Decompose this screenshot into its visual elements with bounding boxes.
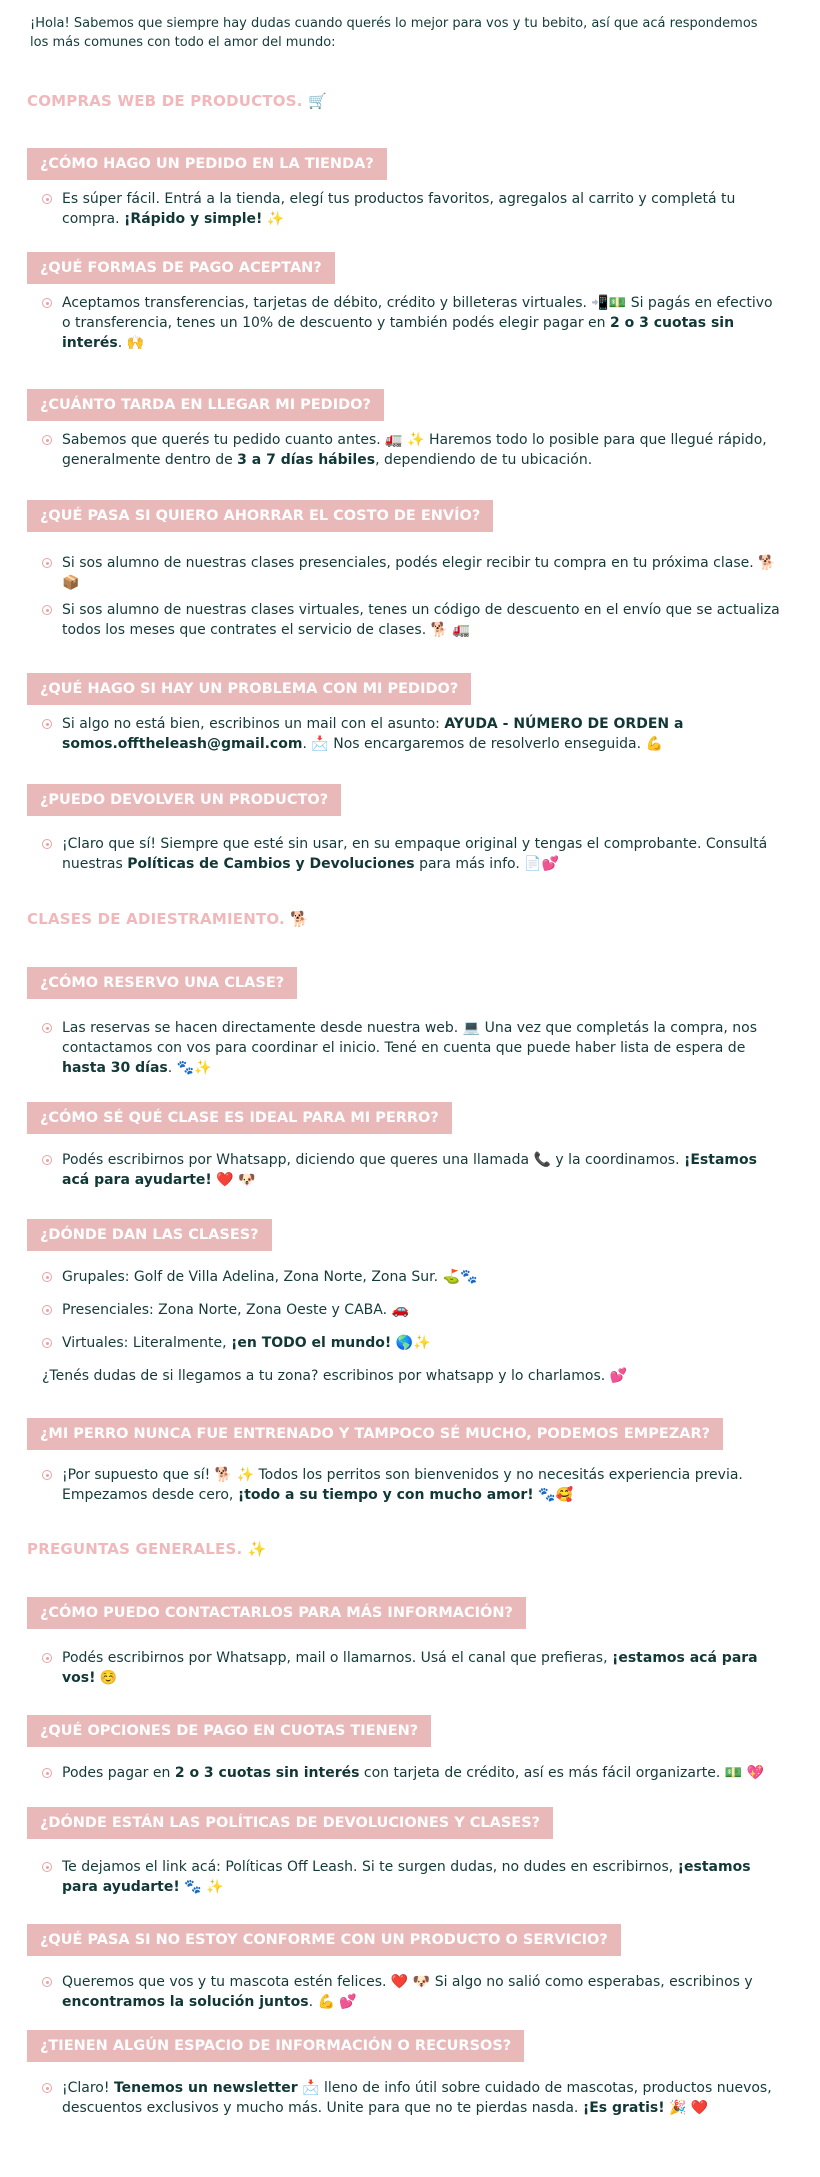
- list-item: ¡Claro! Tenemos un newsletter 📩 lleno de info útil sobre cuidado de mascotas, productos nuevos, descuentos exclusivos y mucho más. Unite para que no te pierdas nasda. ¡Es gratis! 🎉 ❤️: [42, 2078, 782, 2118]
- question-politicas: ¿DÓNDE ESTÁN LAS POLÍTICAS DE DEVOLUCIONES Y CLASES?: [27, 1807, 553, 1839]
- list-item: Te dejamos el link acá: Políticas Off Leash. Si te surgen dudas, no dudes en escribirnos, ¡estamos para ayudarte! 🐾 ✨: [42, 1857, 782, 1897]
- question-reservo-clase: ¿CÓMO RESERVO UNA CLASE?: [27, 967, 297, 999]
- question-perro-nunca-entrenado: ¿MI PERRO NUNCA FUE ENTRENADO Y TAMPOCO SÉ MUCHO, PODEMOS EMPEZAR?: [27, 1418, 723, 1450]
- list-item: ¡Claro que sí! Siempre que esté sin usar, en su empaque original y tengas el comprobante. Consultá nuestras Políticas de Cambios y Devoluciones para más info. 📄💕: [42, 834, 782, 874]
- list-item: Si sos alumno de nuestras clases virtuales, tenes un código de descuento en el envío que se actualiza todos los meses que contrates el servicio de clases. 🐕 🚛: [42, 600, 782, 640]
- answer-perro-nunca-entrenado: [42, 1465, 782, 1505]
- list-item: Podés escribirnos por Whatsapp, mail o llamarnos. Usá el canal que prefieras, ¡estamos acá para vos! ☺️: [42, 1648, 782, 1688]
- list-item: Aceptamos transferencias, tarjetas de débito, crédito y billeteras virtuales. 📲💵 Si pagás en efectivo o transferencia, tenes un 10% de descuento y también podés elegir pagar en 2 o 3 cuotas sin interés. 🙌: [42, 293, 782, 353]
- answer-politicas: [42, 1857, 782, 1897]
- zona-note: ¿Tenés dudas de si llegamos a tu zona? escribinos por whatsapp y lo charlamos. 💕: [42, 1368, 628, 1384]
- list-item: Podes pagar en 2 o 3 cuotas sin interés con tarjeta de crédito, así es más fácil organizarte. 💵 💖: [42, 1763, 782, 1783]
- intro-text: ¡Hola! Sabemos que siempre hay dudas cuando querés lo mejor para vos y tu bebito, así que acá respondemos los más comunes con todo el amor del mundo:: [30, 16, 758, 50]
- list-item: ¡Por supuesto que sí! 🐕 ✨ Todos los perritos son bienvenidos y no necesitás experiencia previa. Empezamos desde cero, ¡todo a su tiempo y con mucho amor! 🐾🥰: [42, 1465, 782, 1505]
- answer-cuanto-tarda: [42, 430, 782, 470]
- question-clase-ideal: ¿CÓMO SÉ QUÉ CLASE ES IDEAL PARA MI PERRO?: [27, 1102, 452, 1134]
- answer-pago-cuotas: [42, 1763, 782, 1783]
- question-recursos: ¿TIENEN ALGÚN ESPACIO DE INFORMACIÓN O RECURSOS?: [27, 2030, 524, 2062]
- question-cuanto-tarda: ¿CUÁNTO TARDA EN LLEGAR MI PEDIDO?: [27, 389, 384, 421]
- answer-recursos: [42, 2078, 782, 2118]
- list-item: Virtuales: Literalmente, ¡en TODO el mundo! 🌎✨: [42, 1333, 782, 1353]
- question-ahorrar-envio: ¿QUÉ PASA SI QUIERO AHORRAR EL COSTO DE ENVÍO?: [27, 500, 493, 532]
- answer-devolver-producto: [42, 834, 782, 874]
- list-item: Es súper fácil. Entrá a la tienda, elegí tus productos favoritos, agregalos al carrito y completá tu compra. ¡Rápido y simple! ✨: [42, 189, 782, 229]
- section-title-clases: CLASES DE ADIESTRAMIENTO. 🐕: [27, 910, 310, 928]
- answer-como-hago-pedido: [42, 189, 782, 229]
- list-item: Presenciales: Zona Norte, Zona Oeste y CABA. 🚗: [42, 1300, 782, 1320]
- question-donde-clases: ¿DÓNDE DAN LAS CLASES?: [27, 1219, 272, 1251]
- list-item: Si sos alumno de nuestras clases presenciales, podés elegir recibir tu compra en tu próxima clase. 🐕 📦: [42, 553, 782, 593]
- answer-no-conforme: [42, 1972, 782, 2012]
- answer-formas-de-pago: [42, 293, 782, 353]
- list-item: Las reservas se hacen directamente desde nuestra web. 💻 Una vez que completás la compra, nos contactamos con vos para coordinar el inicio. Tené en cuenta que puede haber lista de espera de hasta 30 días. 🐾✨: [42, 1018, 782, 1078]
- list-item: Queremos que vos y tu mascota estén felices. ❤️ 🐶 Si algo no salió como esperabas, escribinos y encontramos la solución juntos. 💪 💕: [42, 1972, 782, 2012]
- list-item: Grupales: Golf de Villa Adelina, Zona Norte, Zona Sur. ⛳🐾: [42, 1267, 782, 1287]
- answer-donde-clases: [42, 1267, 782, 1386]
- answer-reservo-clase: [42, 1018, 782, 1078]
- answer-ahorrar-envio: [42, 553, 782, 640]
- answer-clase-ideal: [42, 1150, 782, 1190]
- section-title-compras: COMPRAS WEB DE PRODUCTOS. 🛒: [27, 92, 327, 110]
- answer-contactarlos: [42, 1648, 782, 1688]
- list-item: Podés escribirnos por Whatsapp, diciendo que queres una llamada 📞 y la coordinamos. ¡Estamos acá para ayudarte! ❤️ 🐶: [42, 1150, 782, 1190]
- question-devolver-producto: ¿PUEDO DEVOLVER UN PRODUCTO?: [27, 784, 341, 816]
- list-item: Sabemos que querés tu pedido cuanto antes. 🚛 ✨ Haremos todo lo posible para que llegué rápido, generalmente dentro de 3 a 7 días hábiles, dependiendo de tu ubicación.: [42, 430, 782, 470]
- answer-problema-pedido: [42, 714, 782, 754]
- question-pago-cuotas: ¿QUÉ OPCIONES DE PAGO EN CUOTAS TIENEN?: [27, 1715, 431, 1747]
- section-title-generales: PREGUNTAS GENERALES. ✨: [27, 1540, 267, 1558]
- question-como-hago-pedido: ¿CÓMO HAGO UN PEDIDO EN LA TIENDA?: [27, 148, 387, 180]
- question-contactarlos: ¿CÓMO PUEDO CONTACTARLOS PARA MÁS INFORMACIÓN?: [27, 1597, 526, 1629]
- question-no-conforme: ¿QUÉ PASA SI NO ESTOY CONFORME CON UN PRODUCTO O SERVICIO?: [27, 1924, 621, 1956]
- question-formas-de-pago: ¿QUÉ FORMAS DE PAGO ACEPTAN?: [27, 252, 335, 284]
- question-problema-pedido: ¿QUÉ HAGO SI HAY UN PROBLEMA CON MI PEDIDO?: [27, 673, 471, 705]
- list-item: Si algo no está bien, escribinos un mail con el asunto: AYUDA - NÚMERO DE ORDEN a somos.offtheleash@gmail.com. 📩 Nos encargaremos de resolverlo enseguida. 💪: [42, 714, 782, 754]
